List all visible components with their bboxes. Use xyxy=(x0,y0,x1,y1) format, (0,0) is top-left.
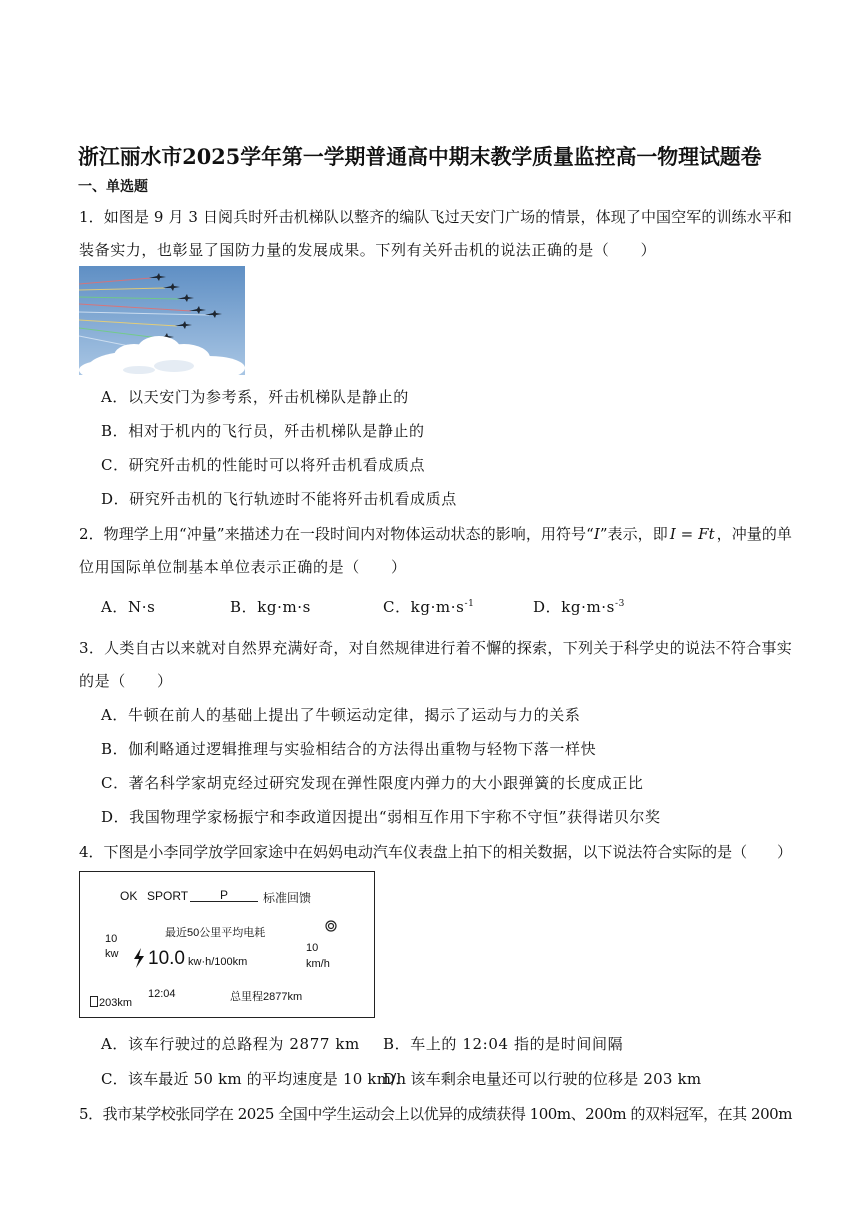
q2-stem-part3: ，冲量的单 xyxy=(716,525,792,543)
q3-option-a: A．牛顿在前人的基础上提出了牛顿运动定律，揭示了运动与力的关系 xyxy=(101,706,581,724)
dashboard-power-value: 10 xyxy=(105,933,118,945)
battery-icon xyxy=(90,996,98,1007)
q2-option-d-text: D．kg·m·s xyxy=(533,598,615,616)
q4-dashboard-figure xyxy=(79,871,375,1018)
dashboard-avg-label: 最近50公里平均电耗 xyxy=(165,927,266,939)
page-title: 浙江丽水市2025学年第一学期普通高中期末教学质量监控高一物理试题卷 xyxy=(78,144,762,169)
q2-stem-line1 xyxy=(79,523,792,544)
q1-stem-line1: 1．如图是 9 月 3 日阅兵时歼击机梯队以整齐的编队飞过天安门广场的情景，体现了中国空军的训练水平和 xyxy=(79,208,792,226)
q3-option-d: D．我国物理学家杨振宁和李政道因提出“弱相互作用下宇称不守恒”获得诺贝尔奖 xyxy=(101,808,661,826)
dashboard-sport: SPORT xyxy=(147,889,189,903)
q1-stem-line2: 装备实力，也彰显了国防力量的发展成果。下列有关歼击机的说法正确的是（ ） xyxy=(79,241,657,259)
q2-stem-part1: 2．物理学上用“冲量”来描述力在一段时间内对物体运动状态的影响，用符号“ xyxy=(79,525,594,543)
q4-option-a: A．该车行驶过的总路程为 2877 km xyxy=(101,1035,360,1053)
q3-option-b: B．伽利略通过逻辑推理与实验相结合的方法得出重物与轻物下落一样快 xyxy=(101,740,597,758)
q3-option-c: C．著名科学家胡克经过研究发现在弹性限度内弹力的大小跟弹簧的长度成正比 xyxy=(101,774,644,792)
dashboard-power-unit: kw xyxy=(105,948,119,960)
dashboard-odometer: 总里程2877km xyxy=(230,991,303,1003)
dashboard-range xyxy=(90,996,132,1009)
q2-stem-line2: 位用国际单位制基本单位表示正确的是（ ） xyxy=(79,558,407,576)
q2-option-c xyxy=(383,596,474,617)
dashboard-range-value: 203km xyxy=(99,997,133,1009)
dashboard-gear: P xyxy=(190,889,258,902)
q1-option-b: B．相对于机内的飞行员，歼击机梯队是静止的 xyxy=(101,422,425,440)
dashboard-status-icon xyxy=(324,920,338,935)
dashboard-big-unit: kw·h/100km xyxy=(188,956,248,968)
q1-option-c: C．研究歼击机的性能时可以将歼击机看成质点 xyxy=(101,456,426,474)
q2-symbol: I xyxy=(593,525,600,543)
jet-formation-photo xyxy=(79,266,245,375)
q2-option-a: A．N·s xyxy=(101,598,156,616)
q2-option-c-exponent: -1 xyxy=(464,599,475,609)
q4-stem-line1: 4．下图是小李同学放学回家途中在妈妈电动汽车仪表盘上拍下的相关数据，以下说法符合实际的是（ ） xyxy=(79,843,792,861)
q2-stem-part2: ”表示，即 xyxy=(599,525,668,543)
lightning-bolt-icon xyxy=(133,948,145,968)
q3-stem-line2: 的是（ ） xyxy=(79,672,173,690)
lightning-icon xyxy=(133,948,145,971)
q5-stem-line1: 5．我市某学校张同学在 2025 全国中学生运动会上以优异的成绩获得 100m、200m 的双料冠军，在其 200m xyxy=(79,1105,792,1123)
q1-jet-formation-image xyxy=(79,266,245,375)
dashboard-ok: OK xyxy=(120,889,138,903)
q2-option-d-exponent: -3 xyxy=(614,599,625,609)
regen-icon xyxy=(324,920,338,932)
dashboard-big-value: 10.0 xyxy=(148,948,185,969)
q2-option-c-text: C．kg·m·s xyxy=(383,598,465,616)
q2-option-d xyxy=(533,596,625,617)
dashboard-regen-mode: 标准回馈 xyxy=(263,891,312,905)
q4-option-c: C．该车最近 50 km 的平均速度是 10 km/h xyxy=(101,1070,407,1088)
q4-option-d: D．该车剩余电量还可以行驶的位移是 203 km xyxy=(383,1070,702,1088)
q3-stem-line1: 3．人类自古以来就对自然界充满好奇，对自然规律进行着不懈的探索，下列关于科学史的说法不符合事实 xyxy=(79,639,792,657)
section-heading: 一、单选题 xyxy=(78,179,148,195)
q4-option-b: B．车上的 12:04 指的是时间间隔 xyxy=(383,1035,624,1053)
dashboard-speed-value: 10 xyxy=(306,942,319,954)
dashboard-speed-unit: km/h xyxy=(306,958,330,970)
q2-option-b: B．kg·m·s xyxy=(230,598,311,616)
q2-formula: I = Ft xyxy=(669,525,715,543)
dashboard-clock: 12:04 xyxy=(148,988,176,1000)
q1-option-a: A．以天安门为参考系，歼击机梯队是静止的 xyxy=(101,388,409,406)
q1-option-d: D．研究歼击机的飞行轨迹时不能将歼击机看成质点 xyxy=(101,490,457,508)
